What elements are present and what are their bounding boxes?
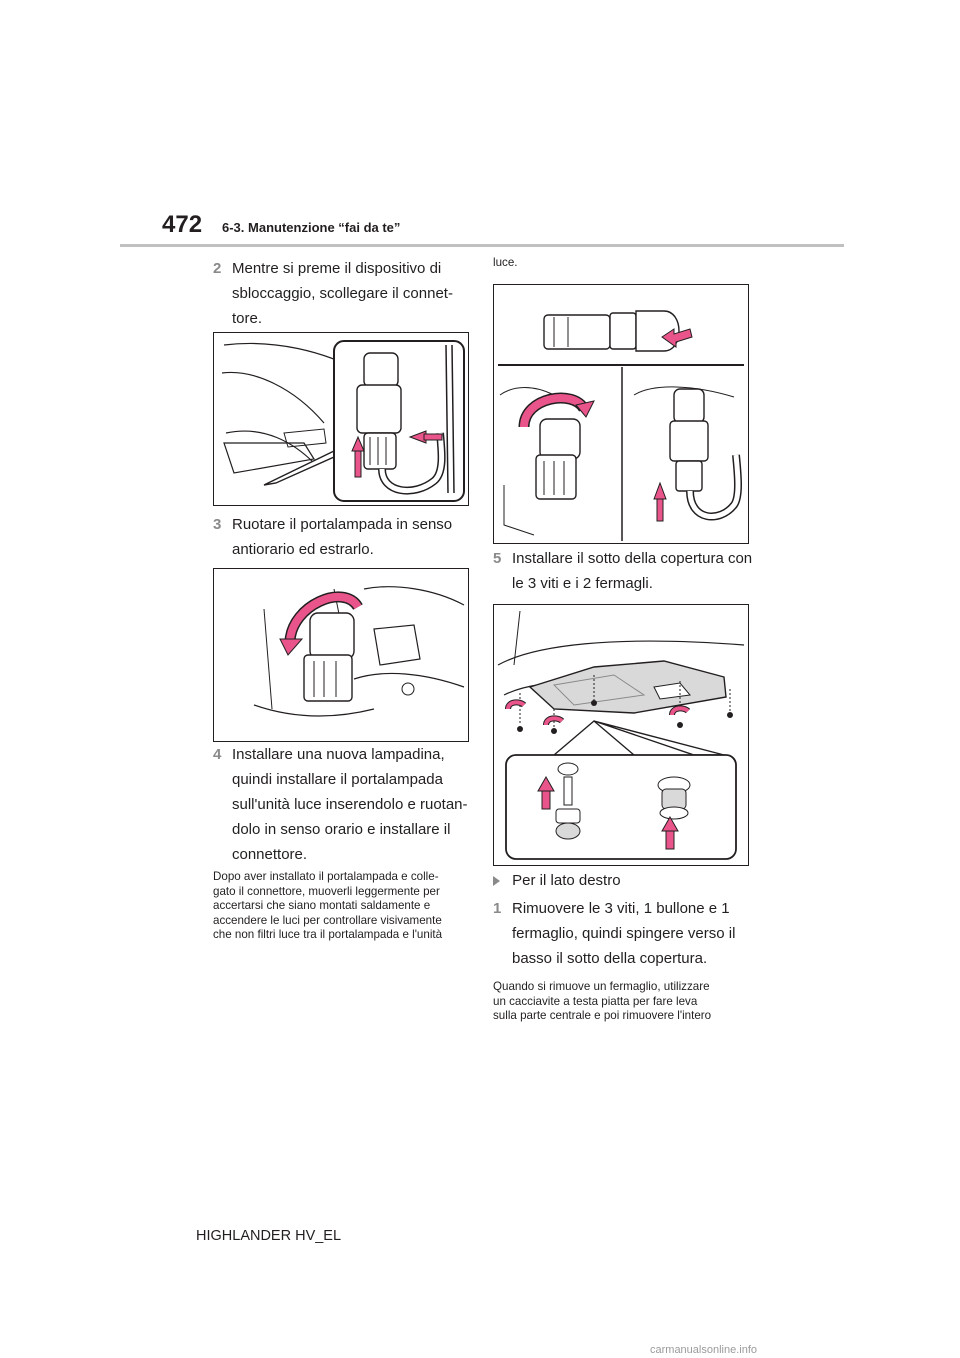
step-number: 2 — [213, 260, 222, 277]
step-text: Ruotare il portalampada in senso antiorario ed estrarlo. — [232, 516, 453, 558]
page-number: 472 — [162, 211, 203, 238]
step-number: 4 — [213, 746, 222, 763]
figure-connector-unplug — [213, 332, 469, 506]
step-number: 1 — [493, 900, 502, 917]
figure-bulb-install — [493, 284, 749, 544]
step-text: Mentre si preme il dispositivo di sbloccaggio, scollegare il connet- tore. — [232, 260, 453, 327]
clip-removal-note: Quando si rimuove un fermaglio, utilizzare un cacciavite a testa piatta per fare leva sulla parte centrale e poi rimuovere l'intero — [493, 980, 712, 1023]
figure-undercover-install — [493, 604, 749, 866]
connector-unplug-illustration — [214, 333, 468, 505]
subheading-right-side: Per il lato destro — [493, 870, 621, 892]
installation-note-continued: luce. — [493, 256, 518, 269]
step-number: 5 — [493, 550, 502, 567]
figure-bulb-holder-rotate — [213, 568, 469, 742]
triangle-right-icon — [493, 876, 500, 886]
step-2 — [213, 256, 473, 331]
section-title: 6-3. Manutenzione “fai da te” — [222, 220, 401, 235]
step-text: Rimuovere le 3 viti, 1 bullone e 1 fermaglio, quindi spingere verso il basso il sotto della copertura. — [512, 900, 736, 967]
step-4 — [213, 742, 483, 870]
watermark: carmanualsonline.info — [650, 1344, 758, 1356]
step-text: Installare una nuova lampadina, quindi installare il portalampada sull'unità luce inserendolo e ruotan- dolo in senso orario e installare il connettore. — [232, 746, 468, 863]
step-text: Installare il sotto della copertura con le 3 viti e i 2 fermagli. — [512, 550, 753, 592]
bulb-holder-rotate-illustration — [214, 569, 468, 741]
installation-note: Dopo aver installato il portalampada e colle- gato il connettore, muoverli leggermente per accertarsi che siano montati saldamente e accendere le luci per controllare visivamente che non filtri luce tra il portalampada e l'unità — [213, 870, 443, 942]
step-5 — [493, 546, 763, 596]
header-divider — [120, 244, 844, 247]
undercover-install-illustration — [494, 605, 748, 865]
footer-model: HIGHLANDER HV_EL — [196, 1228, 342, 1244]
step-1-right-side — [493, 896, 763, 971]
step-3 — [213, 512, 473, 562]
bulb-install-illustration — [494, 285, 748, 543]
step-number: 3 — [213, 516, 222, 533]
